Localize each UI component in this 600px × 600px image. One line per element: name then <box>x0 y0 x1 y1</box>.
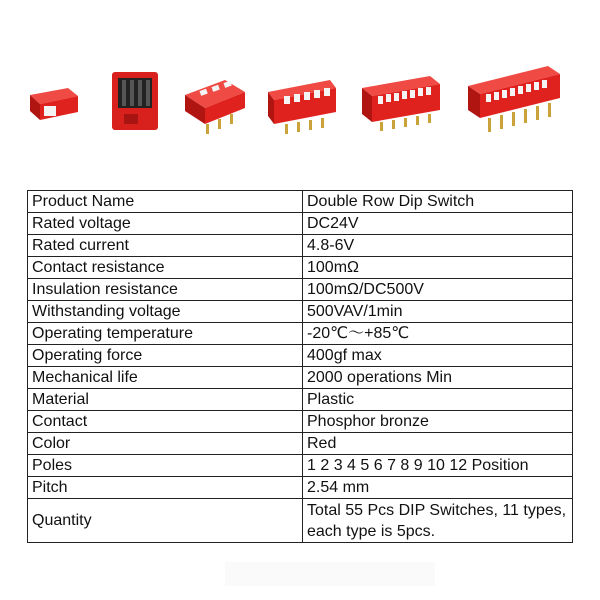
spec-row <box>28 213 573 235</box>
spec-row <box>28 345 573 367</box>
footer-blank <box>225 562 435 586</box>
dip-switch-side-icon <box>112 72 158 130</box>
spec-row <box>28 279 573 301</box>
dip-switch-8pos-icon <box>362 76 440 131</box>
spec-row <box>28 257 573 279</box>
spec-row <box>28 367 573 389</box>
spec-value: 400gf max <box>303 345 573 367</box>
spec-label: Withstanding voltage <box>28 301 303 323</box>
spec-label: Mechanical life <box>28 367 303 389</box>
spec-value: 4.8-6V <box>303 235 573 257</box>
spec-label: Color <box>28 433 303 455</box>
spec-value: 100mΩ/DC500V <box>303 279 573 301</box>
spec-row <box>28 323 573 345</box>
spec-value: Phosphor bronze <box>303 411 573 433</box>
spec-value: Double Row Dip Switch <box>303 191 573 213</box>
spec-value: Red <box>303 433 573 455</box>
spec-label: Contact <box>28 411 303 433</box>
product-photo-strip <box>0 0 600 180</box>
spec-row <box>28 499 573 543</box>
spec-row <box>28 455 573 477</box>
dip-switch-5pos-icon <box>268 80 336 134</box>
spec-table-body <box>28 191 573 543</box>
spec-row <box>28 389 573 411</box>
spec-value: 100mΩ <box>303 257 573 279</box>
spec-value: Total 55 Pcs DIP Switches, 11 types, each type is 5pcs. <box>303 499 573 543</box>
spec-label: Contact resistance <box>28 257 303 279</box>
spec-value: 2.54 mm <box>303 477 573 499</box>
dip-switch-3pos-icon <box>185 80 245 134</box>
spec-label: Operating force <box>28 345 303 367</box>
spec-label: Product Name <box>28 191 303 213</box>
spec-row <box>28 411 573 433</box>
spec-row <box>28 433 573 455</box>
spec-label: Rated voltage <box>28 213 303 235</box>
spec-label: Operating temperature <box>28 323 303 345</box>
spec-label: Poles <box>28 455 303 477</box>
spec-value: 1 2 3 4 5 6 7 8 9 10 12 Position <box>303 455 573 477</box>
spec-row <box>28 235 573 257</box>
spec-label: Rated current <box>28 235 303 257</box>
slide-switch-icon <box>30 88 78 120</box>
spec-label: Quantity <box>28 499 303 543</box>
spec-value: -20℃～+85℃ <box>303 323 573 345</box>
spec-value: Plastic <box>303 389 573 411</box>
spec-label: Pitch <box>28 477 303 499</box>
spec-label: Insulation resistance <box>28 279 303 301</box>
spec-value: 500VAV/1min <box>303 301 573 323</box>
spec-row <box>28 191 573 213</box>
spec-row <box>28 301 573 323</box>
spec-value: 2000 operations Min <box>303 367 573 389</box>
spec-row <box>28 477 573 499</box>
spec-table <box>27 190 573 543</box>
spec-value: DC24V <box>303 213 573 235</box>
spec-label: Material <box>28 389 303 411</box>
dip-switch-10pos-icon <box>468 66 560 132</box>
